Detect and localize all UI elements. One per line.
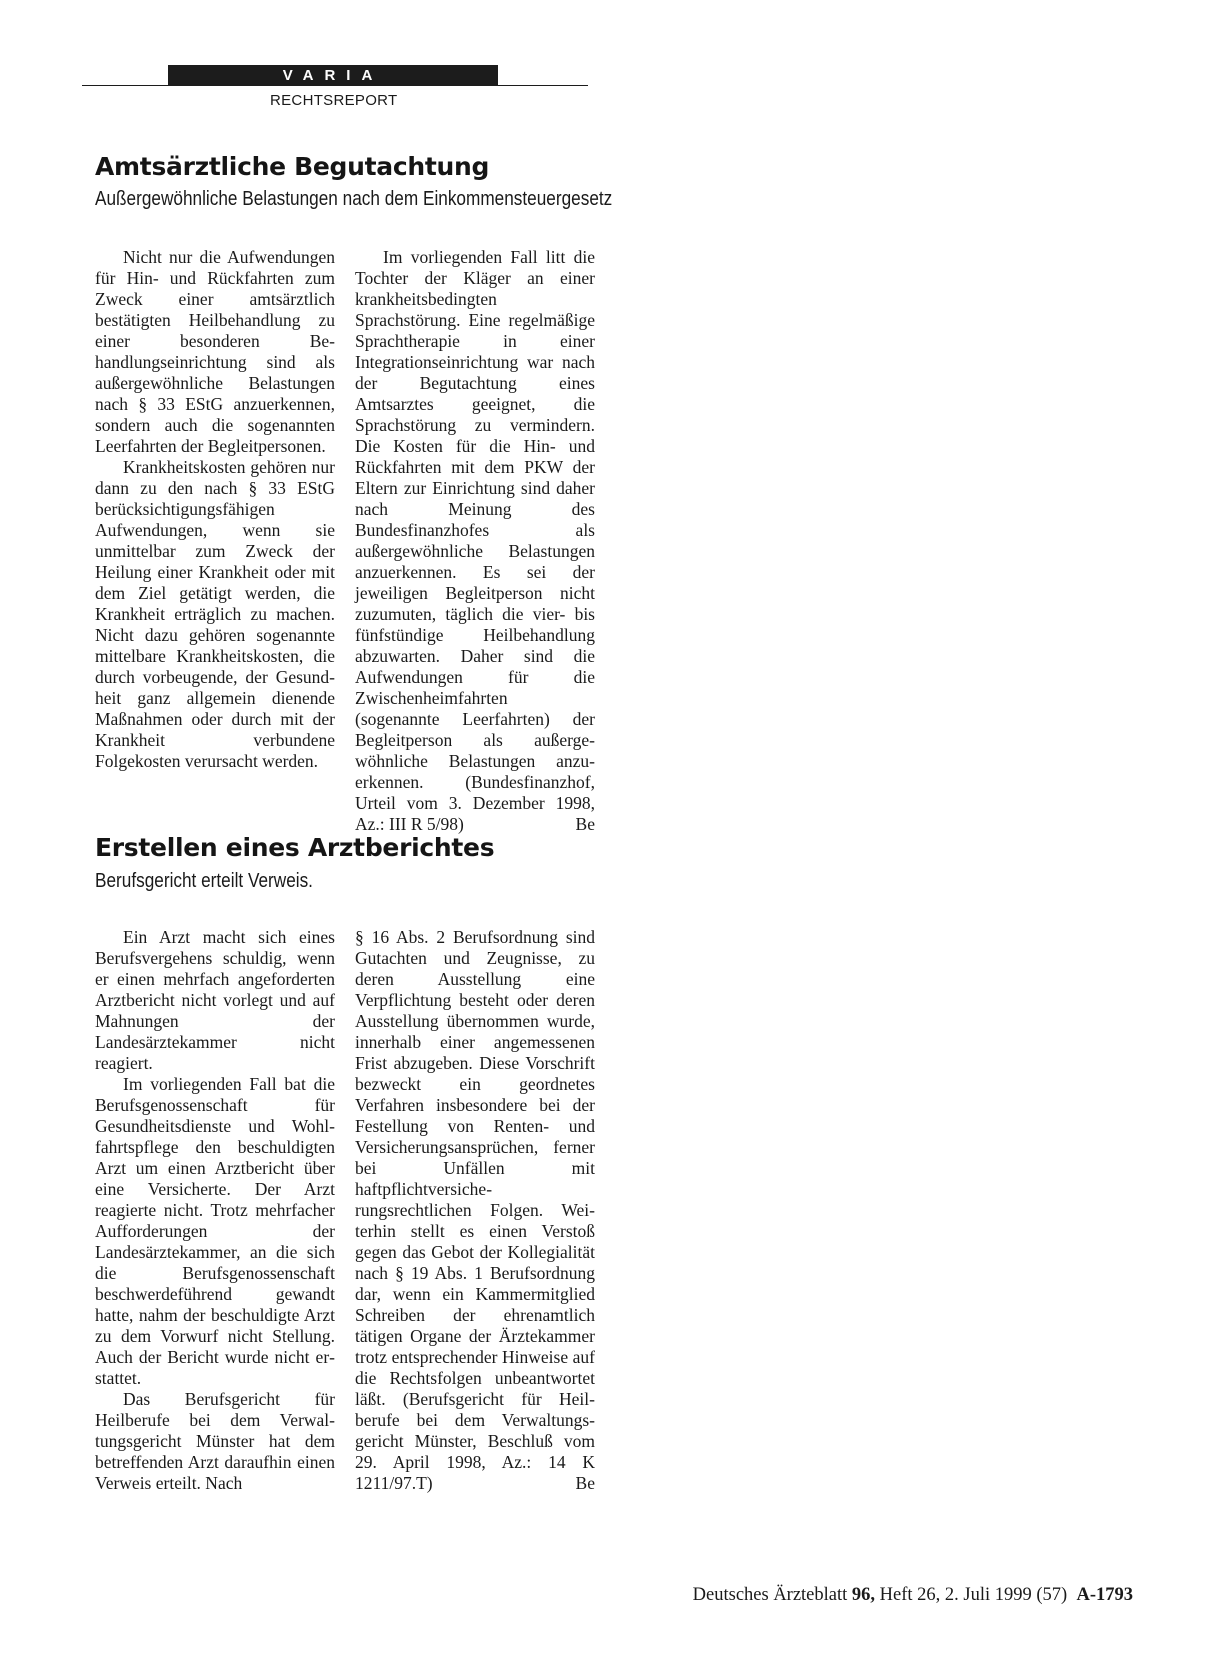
article-2-paragraph-1: Ein Arzt macht sich eines Berufsvergehens schuldig, wenn er einen mehrfach angeforderten Arztbericht nicht vorlegt und auf Mahnungen der Landesärztekammer nicht reagiert. — [95, 927, 335, 1073]
article-1-left-column — [95, 247, 335, 772]
article-1-signature: Be — [575, 814, 595, 834]
article-2-paragraph-3: Das Berufsgericht für Heilberufe bei dem Verwaltungsgericht Münster hat dem betreffenden Arzt daraufhin einen Verweis erteilt. Nach — [95, 1389, 335, 1493]
article-2-paragraph-4 — [355, 927, 595, 1494]
article-2-signature: Be — [575, 1473, 595, 1493]
article-1-paragraph-3-text: Im vorliegenden Fall litt die Tochter der Kläger an einer krankheitsbedingten Sprachstörung. Eine regelmäßige Sprachtherapie in einer Integrationseinrichtung war nach der Begutachtung eines Amtsarztes geeignet, die Sprachstörung zu vermindern. Die Kosten für die Hin- und Rückfahrten mit dem PKW der Eltern zur Einrichtung sind daher nach Meinung des Bundesfinanzhofes als außergewöhnliche Belastungen anzuerkennen. Es sei der jeweiligen Begleitperson nicht zuzumuten, täglich die vier- bis fünfstündige Heilbehandlung abzuwarten. Daher sind die Aufwendungen für die Zwischenheimfahrten (sogenannte Leerfahrten) der Begleitperson als außergewöhnliche Belastungen anzuerkennen. (Bundesfinanzhof, Urteil vom 3. Dezember 1998, Az.: III R 5/98) — [355, 247, 595, 834]
article-2-paragraph-4-text: § 16 Abs. 2 Berufsordnung sind Gutachten und Zeugnisse, zu deren Ausstellung eine Verpflichtung besteht oder deren Ausstellung übernommen wurde, innerhalb einer angemessenen Frist abzugeben. Diese Vorschrift bezweckt ein geordnetes Verfahren insbesondere bei der Festellung von Renten- und Versicherungsansprüchen, ferner bei Unfällen mit haftpflichtversicherungsrechtlichen Folgen. Weiterhin stellt es einen Verstoß gegen das Gebot der Kollegialität nach § 19 Abs. 1 Berufsordnung dar, wenn ein Kammermitglied Schreiben der ehrenamtlich tätigen Organe der Ärztekammer trotz entsprechender Hinweise auf die Rechtsfolgen unbeantwortet läßt. (Berufsgericht für Heilberufe bei dem Verwaltungsgericht Münster, Beschluß vom 29. April 1998, Az.: 14 K 1211/97.T) — [355, 927, 595, 1493]
article-1-paragraph-3 — [355, 247, 595, 835]
volume-number: 96, — [851, 1585, 876, 1605]
issue-info: Heft 26, 2. Juli 1999 (57) — [879, 1585, 1068, 1605]
article-2-subtitle: Berufsgericht erteilt Verweis. — [95, 870, 313, 892]
article-1-subtitle: Außergewöhnliche Belastungen nach dem Einkommensteuergesetz — [95, 188, 613, 210]
page-number: A-1793 — [1076, 1585, 1133, 1605]
article-1-title: Amtsärztliche Begutachtung — [95, 152, 490, 181]
article-2-paragraph-2: Im vorliegenden Fall bat die Berufsgenossenschaft für Gesundheitsdienste und Wohlfahrtspflege den beschuldigten Arzt um einen Arztbericht über eine Versicherte. Der Arzt reagierte nicht. Trotz mehrfacher Aufforderungen der Landesärztekammer, an die sich die Berufsgenossenschaft beschwerdeführend gewandt hatte, nahm der beschuldigte Arzt zu dem Vorwurf nicht Stellung. Auch der Bericht wurde nicht erstattet. — [95, 1074, 335, 1388]
article-2-left-column — [95, 927, 335, 1494]
article-2-title: Erstellen eines Arztberichtes — [95, 833, 495, 862]
journal-name: Deutsches Ärzteblatt — [692, 1585, 848, 1605]
article-1-paragraph-2: Krankheitskosten gehören nur dann zu den nach § 33 EStG berücksichtigungsfähigen Aufwendungen, wenn sie unmittelbar zum Zweck der Heilung einer Krankheit oder mit dem Ziel getätigt werden, die Krankheit erträglich zu machen. Nicht dazu gehören sogenannte mittelbare Krankheitskosten, die durch vorbeugende, der Gesundheit ganz allgemein dienende Maßnahmen oder durch mit der Krankheit verbundene Folgekosten verursacht werden. — [95, 457, 335, 771]
article-1-paragraph-1: Nicht nur die Aufwendungen für Hin- und Rückfahrten zum Zweck einer amtsärztlich bestätigten Heilbehandlung zu einer besonderen Behandlungseinrichtung sind als außergewöhnliche Belastungen nach § 33 EStG anzuerkennen, sondern auch die sogenannten Leerfahrten der Begleitpersonen. — [95, 247, 335, 456]
subsection-label: RECHTSREPORT — [270, 92, 398, 109]
article-1-right-column — [355, 247, 595, 835]
article-2-right-column — [355, 927, 595, 1494]
header-rule — [82, 85, 588, 86]
page-footer — [693, 1585, 1133, 1606]
section-label: VARIA — [168, 65, 498, 86]
